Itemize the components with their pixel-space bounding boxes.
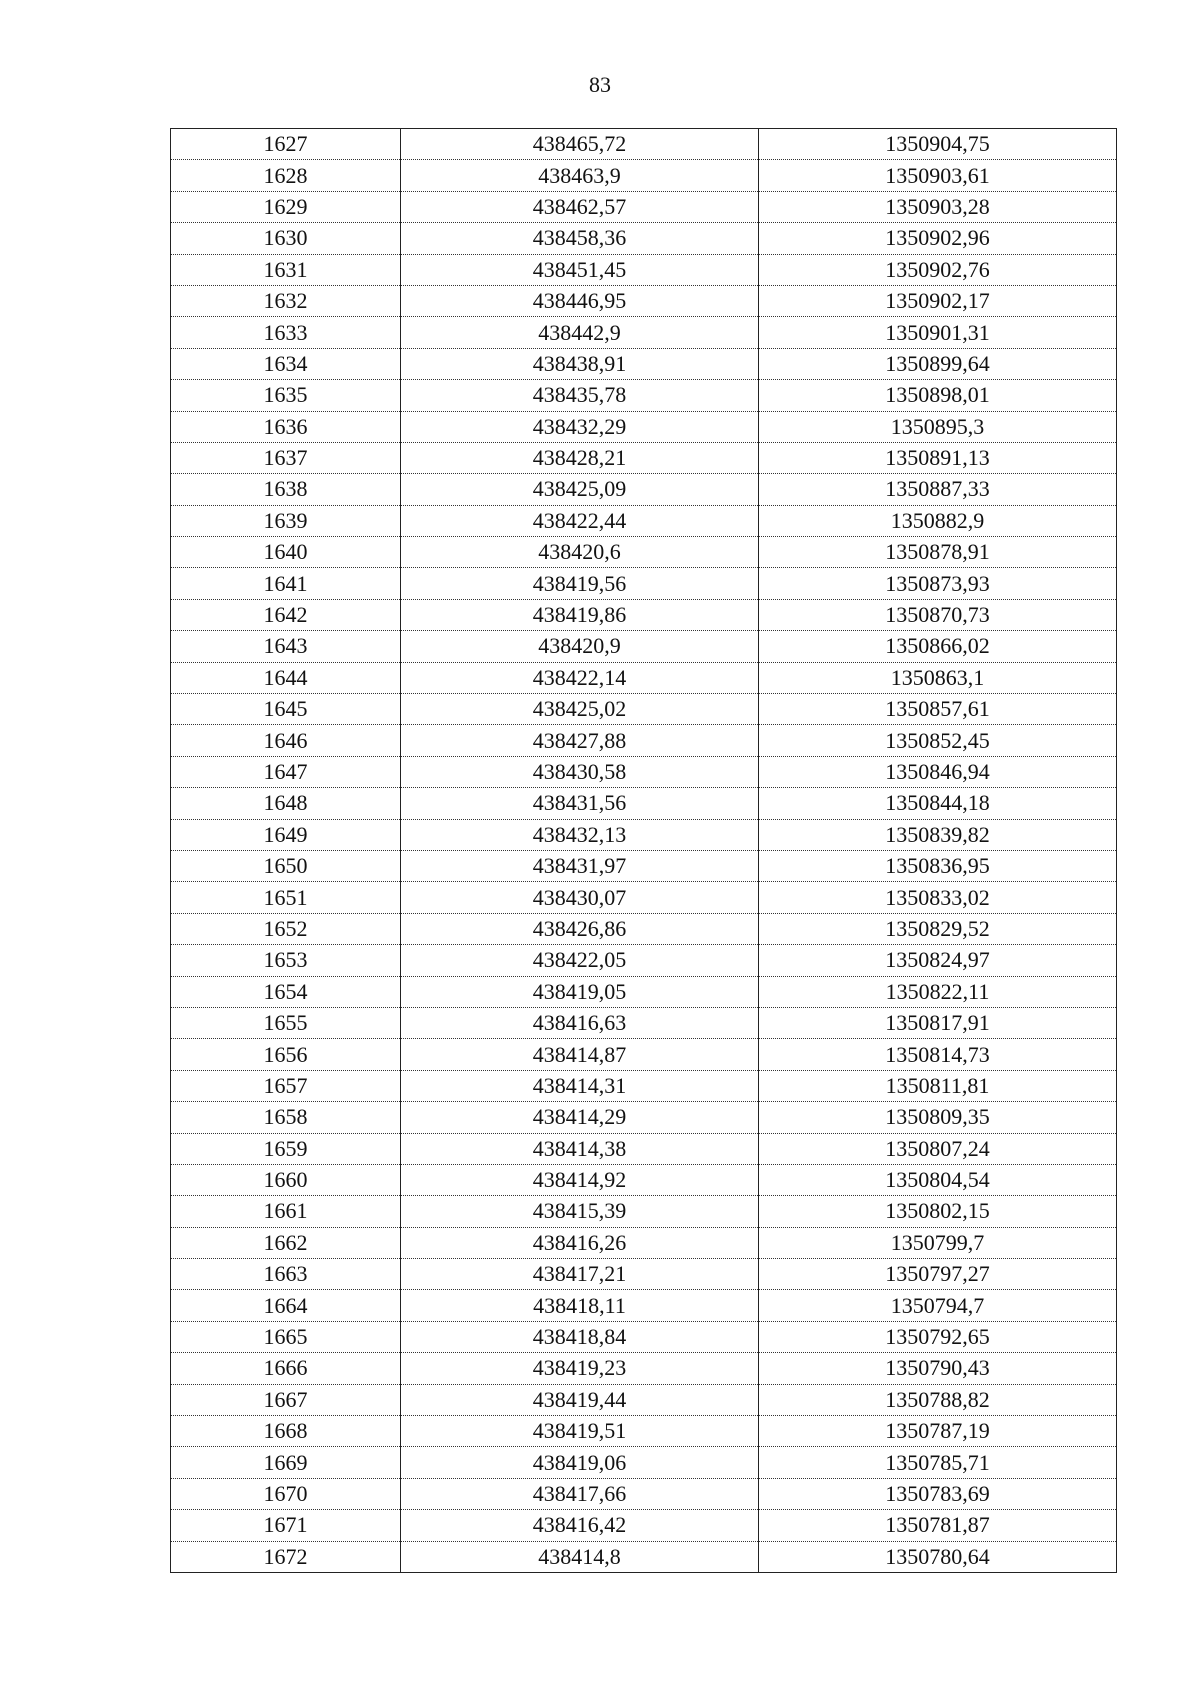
point-number-cell: 1665 [171,1321,401,1352]
x-coordinate-cell: 438416,63 [401,1007,759,1038]
x-coordinate-cell: 438463,9 [401,160,759,191]
y-coordinate-cell: 1350799,7 [759,1227,1117,1258]
point-number-cell: 1653 [171,945,401,976]
table-row [171,913,1117,944]
x-coordinate-cell: 438431,97 [401,850,759,881]
x-coordinate-cell: 438414,38 [401,1133,759,1164]
y-coordinate-cell: 1350833,02 [759,882,1117,913]
table-row [171,537,1117,568]
y-coordinate-cell: 1350901,31 [759,317,1117,348]
y-coordinate-cell: 1350781,87 [759,1510,1117,1541]
y-coordinate-cell: 1350811,81 [759,1070,1117,1101]
x-coordinate-cell: 438420,6 [401,537,759,568]
table-row [171,1102,1117,1133]
point-number-cell: 1636 [171,411,401,442]
point-number-cell: 1629 [171,191,401,222]
page-number: 83 [589,72,611,97]
point-number-cell: 1654 [171,976,401,1007]
table-row [171,380,1117,411]
x-coordinate-cell: 438415,39 [401,1196,759,1227]
x-coordinate-cell: 438414,92 [401,1164,759,1195]
y-coordinate-cell: 1350829,52 [759,913,1117,944]
x-coordinate-cell: 438419,56 [401,568,759,599]
x-coordinate-cell: 438419,23 [401,1353,759,1384]
x-coordinate-cell: 438458,36 [401,223,759,254]
y-coordinate-cell: 1350814,73 [759,1039,1117,1070]
x-coordinate-cell: 438432,29 [401,411,759,442]
table-row [171,285,1117,316]
table-row [171,725,1117,756]
point-number-cell: 1637 [171,442,401,473]
point-number-cell: 1657 [171,1070,401,1101]
table-row [171,1416,1117,1447]
y-coordinate-cell: 1350866,02 [759,631,1117,662]
table-row [171,317,1117,348]
point-number-cell: 1666 [171,1353,401,1384]
x-coordinate-cell: 438422,44 [401,505,759,536]
point-number-cell: 1631 [171,254,401,285]
y-coordinate-cell: 1350844,18 [759,788,1117,819]
y-coordinate-cell: 1350785,71 [759,1447,1117,1478]
point-number-cell: 1659 [171,1133,401,1164]
table-row [171,411,1117,442]
x-coordinate-cell: 438417,21 [401,1259,759,1290]
table-row [171,1227,1117,1258]
x-coordinate-cell: 438427,88 [401,725,759,756]
x-coordinate-cell: 438420,9 [401,631,759,662]
point-number-cell: 1647 [171,756,401,787]
x-coordinate-cell: 438419,05 [401,976,759,1007]
point-number-cell: 1672 [171,1541,401,1572]
table-row [171,1196,1117,1227]
table-row [171,631,1117,662]
y-coordinate-cell: 1350822,11 [759,976,1117,1007]
y-coordinate-cell: 1350824,97 [759,945,1117,976]
point-number-cell: 1652 [171,913,401,944]
y-coordinate-cell: 1350804,54 [759,1164,1117,1195]
y-coordinate-cell: 1350836,95 [759,850,1117,881]
y-coordinate-cell: 1350895,3 [759,411,1117,442]
x-coordinate-cell: 438414,31 [401,1070,759,1101]
y-coordinate-cell: 1350873,93 [759,568,1117,599]
y-coordinate-cell: 1350863,1 [759,662,1117,693]
point-number-cell: 1633 [171,317,401,348]
point-number-cell: 1655 [171,1007,401,1038]
y-coordinate-cell: 1350898,01 [759,380,1117,411]
point-number-cell: 1656 [171,1039,401,1070]
table-row [171,223,1117,254]
x-coordinate-cell: 438432,13 [401,819,759,850]
y-coordinate-cell: 1350807,24 [759,1133,1117,1164]
x-coordinate-cell: 438430,07 [401,882,759,913]
x-coordinate-cell: 438425,02 [401,694,759,725]
point-number-cell: 1634 [171,348,401,379]
y-coordinate-cell: 1350902,76 [759,254,1117,285]
y-coordinate-cell: 1350882,9 [759,505,1117,536]
y-coordinate-cell: 1350797,27 [759,1259,1117,1290]
table-row [171,1259,1117,1290]
x-coordinate-cell: 438426,86 [401,913,759,944]
x-coordinate-cell: 438419,44 [401,1384,759,1415]
y-coordinate-cell: 1350809,35 [759,1102,1117,1133]
table-row [171,662,1117,693]
point-number-cell: 1640 [171,537,401,568]
x-coordinate-cell: 438430,58 [401,756,759,787]
table-row [171,945,1117,976]
point-number-cell: 1664 [171,1290,401,1321]
x-coordinate-cell: 438422,05 [401,945,759,976]
table-row [171,348,1117,379]
point-number-cell: 1639 [171,505,401,536]
x-coordinate-cell: 438419,86 [401,599,759,630]
point-number-cell: 1642 [171,599,401,630]
table-row [171,1510,1117,1541]
x-coordinate-cell: 438428,21 [401,442,759,473]
point-number-cell: 1650 [171,850,401,881]
point-number-cell: 1663 [171,1259,401,1290]
y-coordinate-cell: 1350783,69 [759,1478,1117,1509]
table-row [171,129,1117,160]
y-coordinate-cell: 1350846,94 [759,756,1117,787]
point-number-cell: 1644 [171,662,401,693]
table-row [171,788,1117,819]
x-coordinate-cell: 438435,78 [401,380,759,411]
x-coordinate-cell: 438416,42 [401,1510,759,1541]
table-row [171,1478,1117,1509]
x-coordinate-cell: 438417,66 [401,1478,759,1509]
point-number-cell: 1632 [171,285,401,316]
table-row [171,568,1117,599]
point-number-cell: 1645 [171,694,401,725]
coordinates-table [170,128,1117,1573]
x-coordinate-cell: 438418,11 [401,1290,759,1321]
y-coordinate-cell: 1350839,82 [759,819,1117,850]
x-coordinate-cell: 438418,84 [401,1321,759,1352]
x-coordinate-cell: 438419,51 [401,1416,759,1447]
x-coordinate-cell: 438414,8 [401,1541,759,1572]
table-row [171,1007,1117,1038]
table-row [171,1384,1117,1415]
y-coordinate-cell: 1350870,73 [759,599,1117,630]
x-coordinate-cell: 438414,29 [401,1102,759,1133]
y-coordinate-cell: 1350878,91 [759,537,1117,568]
table-row [171,1070,1117,1101]
table-row [171,819,1117,850]
x-coordinate-cell: 438422,14 [401,662,759,693]
y-coordinate-cell: 1350903,61 [759,160,1117,191]
point-number-cell: 1635 [171,380,401,411]
table-row [171,976,1117,1007]
point-number-cell: 1648 [171,788,401,819]
point-number-cell: 1662 [171,1227,401,1258]
point-number-cell: 1671 [171,1510,401,1541]
x-coordinate-cell: 438442,9 [401,317,759,348]
x-coordinate-cell: 438419,06 [401,1447,759,1478]
table-row [171,474,1117,505]
coordinates-table-body [171,129,1117,1573]
x-coordinate-cell: 438416,26 [401,1227,759,1258]
table-row [171,1133,1117,1164]
y-coordinate-cell: 1350857,61 [759,694,1117,725]
y-coordinate-cell: 1350792,65 [759,1321,1117,1352]
y-coordinate-cell: 1350902,17 [759,285,1117,316]
point-number-cell: 1627 [171,129,401,160]
y-coordinate-cell: 1350903,28 [759,191,1117,222]
x-coordinate-cell: 438446,95 [401,285,759,316]
y-coordinate-cell: 1350780,64 [759,1541,1117,1572]
x-coordinate-cell: 438425,09 [401,474,759,505]
y-coordinate-cell: 1350787,19 [759,1416,1117,1447]
table-row [171,882,1117,913]
table-row [171,1447,1117,1478]
point-number-cell: 1667 [171,1384,401,1415]
y-coordinate-cell: 1350817,91 [759,1007,1117,1038]
table-row [171,160,1117,191]
y-coordinate-cell: 1350902,96 [759,223,1117,254]
table-row [171,254,1117,285]
point-number-cell: 1669 [171,1447,401,1478]
y-coordinate-cell: 1350790,43 [759,1353,1117,1384]
point-number-cell: 1630 [171,223,401,254]
y-coordinate-cell: 1350802,15 [759,1196,1117,1227]
table-row [171,694,1117,725]
table-row [171,442,1117,473]
table-row [171,1164,1117,1195]
x-coordinate-cell: 438462,57 [401,191,759,222]
point-number-cell: 1668 [171,1416,401,1447]
point-number-cell: 1643 [171,631,401,662]
point-number-cell: 1638 [171,474,401,505]
point-number-cell: 1628 [171,160,401,191]
table-row [171,1541,1117,1572]
x-coordinate-cell: 438438,91 [401,348,759,379]
point-number-cell: 1646 [171,725,401,756]
table-row [171,1290,1117,1321]
table-row [171,1039,1117,1070]
point-number-cell: 1660 [171,1164,401,1195]
point-number-cell: 1658 [171,1102,401,1133]
y-coordinate-cell: 1350788,82 [759,1384,1117,1415]
table-row [171,850,1117,881]
table-row [171,505,1117,536]
table-row [171,1353,1117,1384]
table-row [171,756,1117,787]
point-number-cell: 1641 [171,568,401,599]
y-coordinate-cell: 1350899,64 [759,348,1117,379]
table-row [171,599,1117,630]
table-row [171,1321,1117,1352]
point-number-cell: 1649 [171,819,401,850]
table-row [171,191,1117,222]
x-coordinate-cell: 438414,87 [401,1039,759,1070]
y-coordinate-cell: 1350852,45 [759,725,1117,756]
point-number-cell: 1651 [171,882,401,913]
x-coordinate-cell: 438431,56 [401,788,759,819]
point-number-cell: 1670 [171,1478,401,1509]
x-coordinate-cell: 438465,72 [401,129,759,160]
y-coordinate-cell: 1350891,13 [759,442,1117,473]
y-coordinate-cell: 1350794,7 [759,1290,1117,1321]
point-number-cell: 1661 [171,1196,401,1227]
y-coordinate-cell: 1350887,33 [759,474,1117,505]
y-coordinate-cell: 1350904,75 [759,129,1117,160]
x-coordinate-cell: 438451,45 [401,254,759,285]
